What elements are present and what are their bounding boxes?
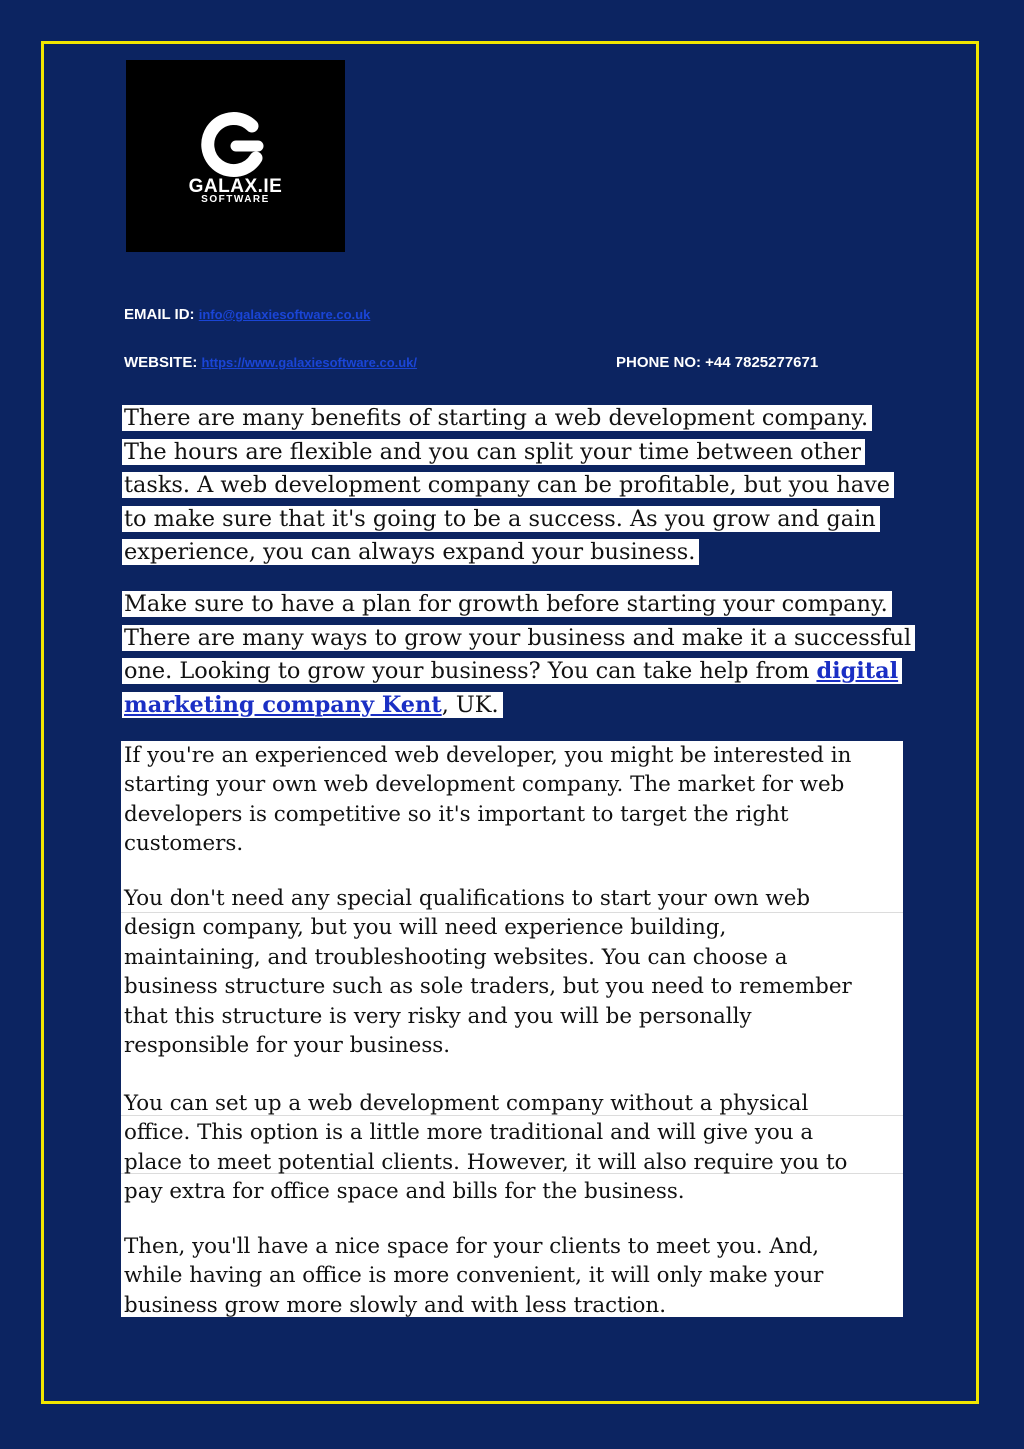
text-line: business structure such as sole traders, but you need to remember bbox=[124, 974, 852, 1000]
email-row bbox=[124, 306, 370, 323]
g-logo-icon bbox=[192, 112, 280, 178]
text-line: place to meet potential clients. However, it will also require you to bbox=[124, 1149, 848, 1175]
text-line: The hours are flexible and you can split your time between other bbox=[122, 439, 865, 465]
paragraph-physical-office bbox=[124, 1089, 847, 1207]
text-line: developers is competitive so it's important to target the right bbox=[124, 801, 789, 827]
text-line bbox=[122, 658, 902, 684]
logo-subtitle: SOFTWARE bbox=[201, 194, 270, 205]
text-line: that this structure is very risky and you will be personally bbox=[124, 1003, 752, 1029]
phone-number: PHONE NO: +44 7825277671 bbox=[616, 354, 819, 371]
text-line: design company, but you will need experience building, bbox=[124, 915, 727, 941]
text-line: There are many benefits of starting a web development company. bbox=[122, 405, 872, 431]
digital-marketing-link-part1[interactable]: digital bbox=[816, 658, 899, 684]
text-line: starting your own web development company. The market for web bbox=[124, 772, 845, 798]
text-line bbox=[122, 692, 503, 718]
email-label: EMAIL ID: bbox=[124, 306, 195, 323]
website-link[interactable]: https://www.galaxiesoftware.co.uk/ bbox=[201, 355, 418, 370]
text-line: responsible for your business. bbox=[124, 1033, 451, 1059]
paragraph-experienced bbox=[124, 741, 851, 859]
text-line: customers. bbox=[124, 831, 244, 857]
website-row bbox=[124, 354, 417, 371]
text-line: Make sure to have a plan for growth before starting your company. bbox=[122, 591, 892, 617]
text-line: maintaining, and troubleshooting websites. You can choose a bbox=[124, 944, 788, 970]
paragraph-growth bbox=[122, 588, 915, 722]
text-line: pay extra for office space and bills for the business. bbox=[124, 1179, 685, 1205]
text-line: business grow more slowly and with less traction. bbox=[124, 1292, 667, 1318]
paragraph-benefits bbox=[122, 402, 894, 570]
text-line: You can set up a web development company without a physical bbox=[124, 1091, 809, 1116]
text-line: You don't need any special qualifications to start your own web bbox=[124, 886, 811, 911]
text-line: experience, you can always expand your business. bbox=[122, 539, 699, 565]
digital-marketing-link-part2[interactable]: marketing company Kent bbox=[124, 691, 442, 718]
text-fragment: , UK. bbox=[441, 691, 499, 718]
company-logo bbox=[126, 60, 345, 252]
text-line: office. This option is a little more traditional and will give you a bbox=[124, 1120, 814, 1146]
text-fragment: one. Looking to grow your business? You can take help from bbox=[124, 658, 817, 684]
email-link[interactable]: info@galaxiesoftware.co.uk bbox=[198, 307, 371, 322]
text-line: If you're an experienced web developer, you might be interested in bbox=[124, 743, 852, 768]
paragraph-qualifications bbox=[124, 884, 852, 1060]
text-line: while having an office is more convenient, it will only make your bbox=[124, 1263, 824, 1289]
content-box bbox=[121, 741, 903, 1317]
text-line: Then, you'll have a nice space for your clients to meet you. And, bbox=[124, 1234, 820, 1259]
text-line: tasks. A web development company can be profitable, but you have bbox=[122, 472, 894, 498]
website-label: WEBSITE: bbox=[124, 354, 198, 371]
logo-name: GALAX.IE bbox=[188, 176, 283, 197]
paragraph-office-space bbox=[124, 1232, 823, 1320]
text-line: There are many ways to grow your business and make it a successful bbox=[122, 625, 915, 651]
text-line: to make sure that it's going to be a success. As you grow and gain bbox=[122, 506, 880, 532]
